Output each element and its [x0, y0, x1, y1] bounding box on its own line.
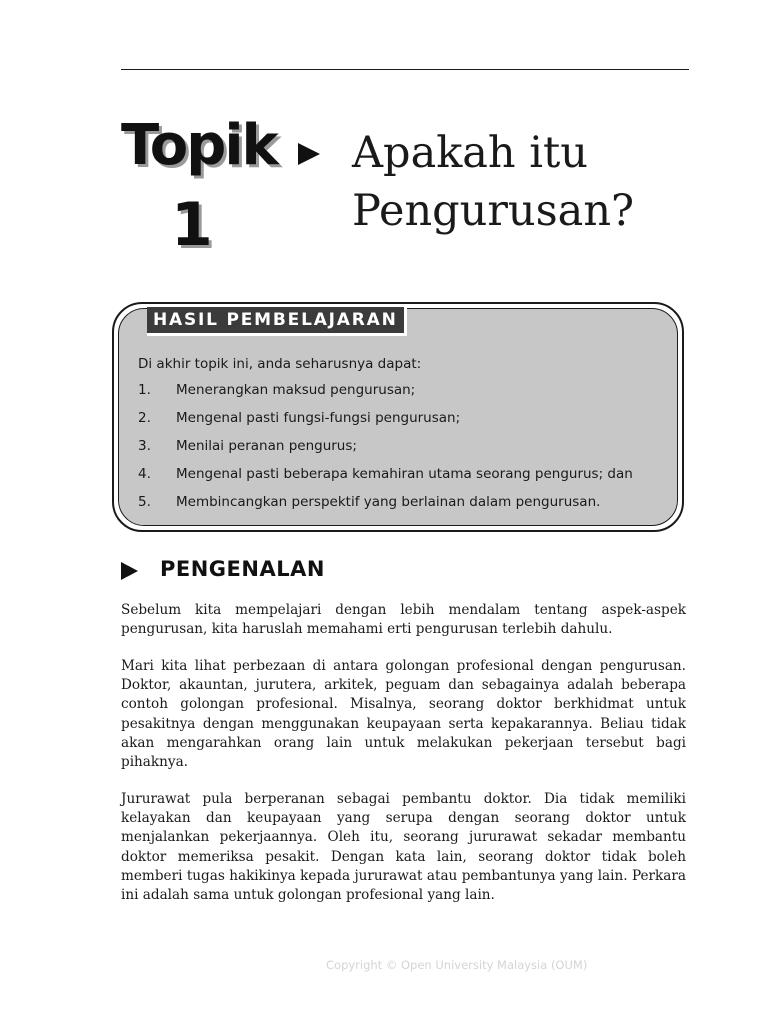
list-item — [138, 408, 668, 436]
body-paragraph: Mari kita lihat perbezaan di antara golongan profesional dengan pengurusan. Doktor, akauntan, jurutera, arkitek, peguam dan sebagainya adalah beberapa contoh golongan profesional. Misalnya, seorang doktor berkhidmat untuk pesakitnya dengan menggunakan keupayaan serta kepakarannya. Beliau tidak akan mengarahkan orang lain untuk melakukan pekerjaan tersebut bagi pihaknya. — [121, 658, 686, 771]
copyright-watermark: Copyright © Open University Malaysia (OUM) — [326, 958, 588, 972]
learning-outcomes-list — [138, 380, 668, 520]
list-item — [138, 380, 668, 408]
list-item-text: Menilai peranan pengurus; — [176, 438, 357, 454]
list-item-number: 3. — [138, 438, 151, 454]
list-item-text: Menerangkan maksud pengurusan; — [176, 382, 416, 398]
list-item-number: 1. — [138, 382, 151, 398]
top-rule — [121, 69, 689, 70]
section-arrow-icon — [121, 562, 138, 580]
list-item-text: Membincangkan perspektif yang berlainan dalam pengurusan. — [176, 494, 601, 510]
play-arrow-icon — [298, 143, 320, 165]
list-item-number: 5. — [138, 494, 151, 510]
list-item-text: Mengenal pasti fungsi-fungsi pengurusan; — [176, 410, 461, 426]
body-paragraph: Sebelum kita mempelajari dengan lebih mendalam tentang aspek-aspek pengurusan, kita haruslah memahami erti pengurusan terlebih dahulu. — [121, 602, 686, 638]
body-paragraph: Jururawat pula berperanan sebagai pembantu doktor. Dia tidak memiliki kelayakan dan keupayaan yang serupa dengan seorang doktor untuk menjalankan pekerjaannya. Oleh itu, seorang jururawat sekadar membantu doktor memeriksa pesakit. Dengan kata lain, seorang doktor tidak boleh memberi tugas hakikinya kepada jururawat atau pembantunya yang lain. Perkara ini adalah sama untuk golongan profesional yang lain. — [121, 791, 686, 904]
list-item — [138, 436, 668, 464]
topic-number: 1 — [171, 190, 213, 260]
learning-outcomes-label: HASIL PEMBELAJARAN — [147, 307, 407, 336]
list-item — [138, 492, 668, 520]
list-item-text: Mengenal pasti beberapa kemahiran utama seorang pengurus; dan — [176, 466, 633, 482]
list-item-number: 4. — [138, 466, 151, 482]
section-heading: PENGENALAN — [160, 557, 325, 581]
list-item — [138, 464, 668, 492]
page-title: Apakah itu Pengurusan? — [352, 128, 635, 236]
topic-label: Topik — [121, 113, 277, 178]
list-item-number: 2. — [138, 410, 151, 426]
learning-outcomes-intro: Di akhir topik ini, anda seharusnya dapat: — [138, 356, 422, 372]
